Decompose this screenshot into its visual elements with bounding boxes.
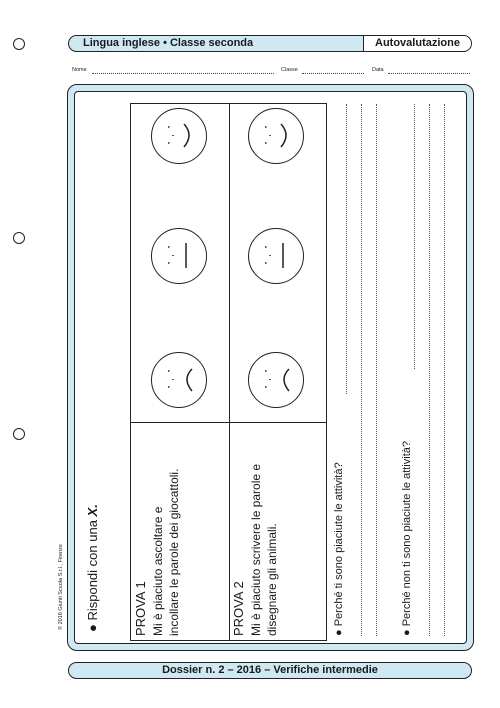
nome-field[interactable] xyxy=(92,73,274,74)
bullet: ● xyxy=(333,626,345,636)
prova-2-line-2: disegnare gli animali. xyxy=(265,523,279,636)
binder-hole-top xyxy=(13,38,25,50)
instruction-text xyxy=(85,504,100,632)
answer-line[interactable] xyxy=(346,104,347,394)
nome-label: Nome xyxy=(72,67,87,73)
question-2 xyxy=(401,441,413,636)
prova-1-title: PROVA 1 xyxy=(133,581,148,636)
happy-face-icon[interactable] xyxy=(151,108,207,164)
neutral-face-icon[interactable] xyxy=(248,228,304,284)
answer-line[interactable] xyxy=(429,104,430,636)
footer-bar: Dossier n. 2 – 2016 – Verifiche intermedie xyxy=(68,662,472,679)
sad-face-icon[interactable] xyxy=(248,352,304,408)
prova-2-line-1: Mi è piaciuto scrivere le parole e xyxy=(249,463,263,636)
neutral-face-icon[interactable] xyxy=(151,228,207,284)
data-field[interactable] xyxy=(388,73,470,74)
happy-face-icon[interactable] xyxy=(248,108,304,164)
answer-line[interactable] xyxy=(361,104,362,636)
question-1 xyxy=(333,462,345,636)
data-label: Data xyxy=(372,67,384,73)
prova-2-title: PROVA 2 xyxy=(231,581,246,636)
answer-line[interactable] xyxy=(376,104,377,636)
section-label: Autovalutazione xyxy=(363,36,471,51)
classe-label: Classe xyxy=(281,67,298,73)
question-2-label: Perché non ti sono piaciute le attività? xyxy=(401,441,413,627)
header-bar xyxy=(68,35,472,52)
instruction-mark: X. xyxy=(85,504,100,517)
prova-1-line-1: Mi è piaciuto ascoltare e xyxy=(151,506,165,636)
binder-hole-middle xyxy=(13,232,25,244)
bullet: ● xyxy=(401,626,413,636)
page-title: Lingua inglese • Classe seconda xyxy=(83,37,254,49)
question-1-label: Perché ti sono piaciute le attività? xyxy=(333,462,345,627)
bullet: ● xyxy=(85,620,100,632)
column-divider xyxy=(229,104,230,640)
binder-hole-bottom xyxy=(13,428,25,440)
classe-field[interactable] xyxy=(302,73,364,74)
answer-line[interactable] xyxy=(414,104,415,369)
answer-line[interactable] xyxy=(444,104,445,636)
copyright-text: © 2016 Giunti Scuola S.r.l., Firenze xyxy=(58,544,64,630)
sad-face-icon[interactable] xyxy=(151,352,207,408)
row-divider xyxy=(131,422,326,423)
prova-1-line-2: incollare le parole dei giocattoli. xyxy=(167,468,181,636)
instruction-label: Rispondi con una xyxy=(85,520,100,621)
